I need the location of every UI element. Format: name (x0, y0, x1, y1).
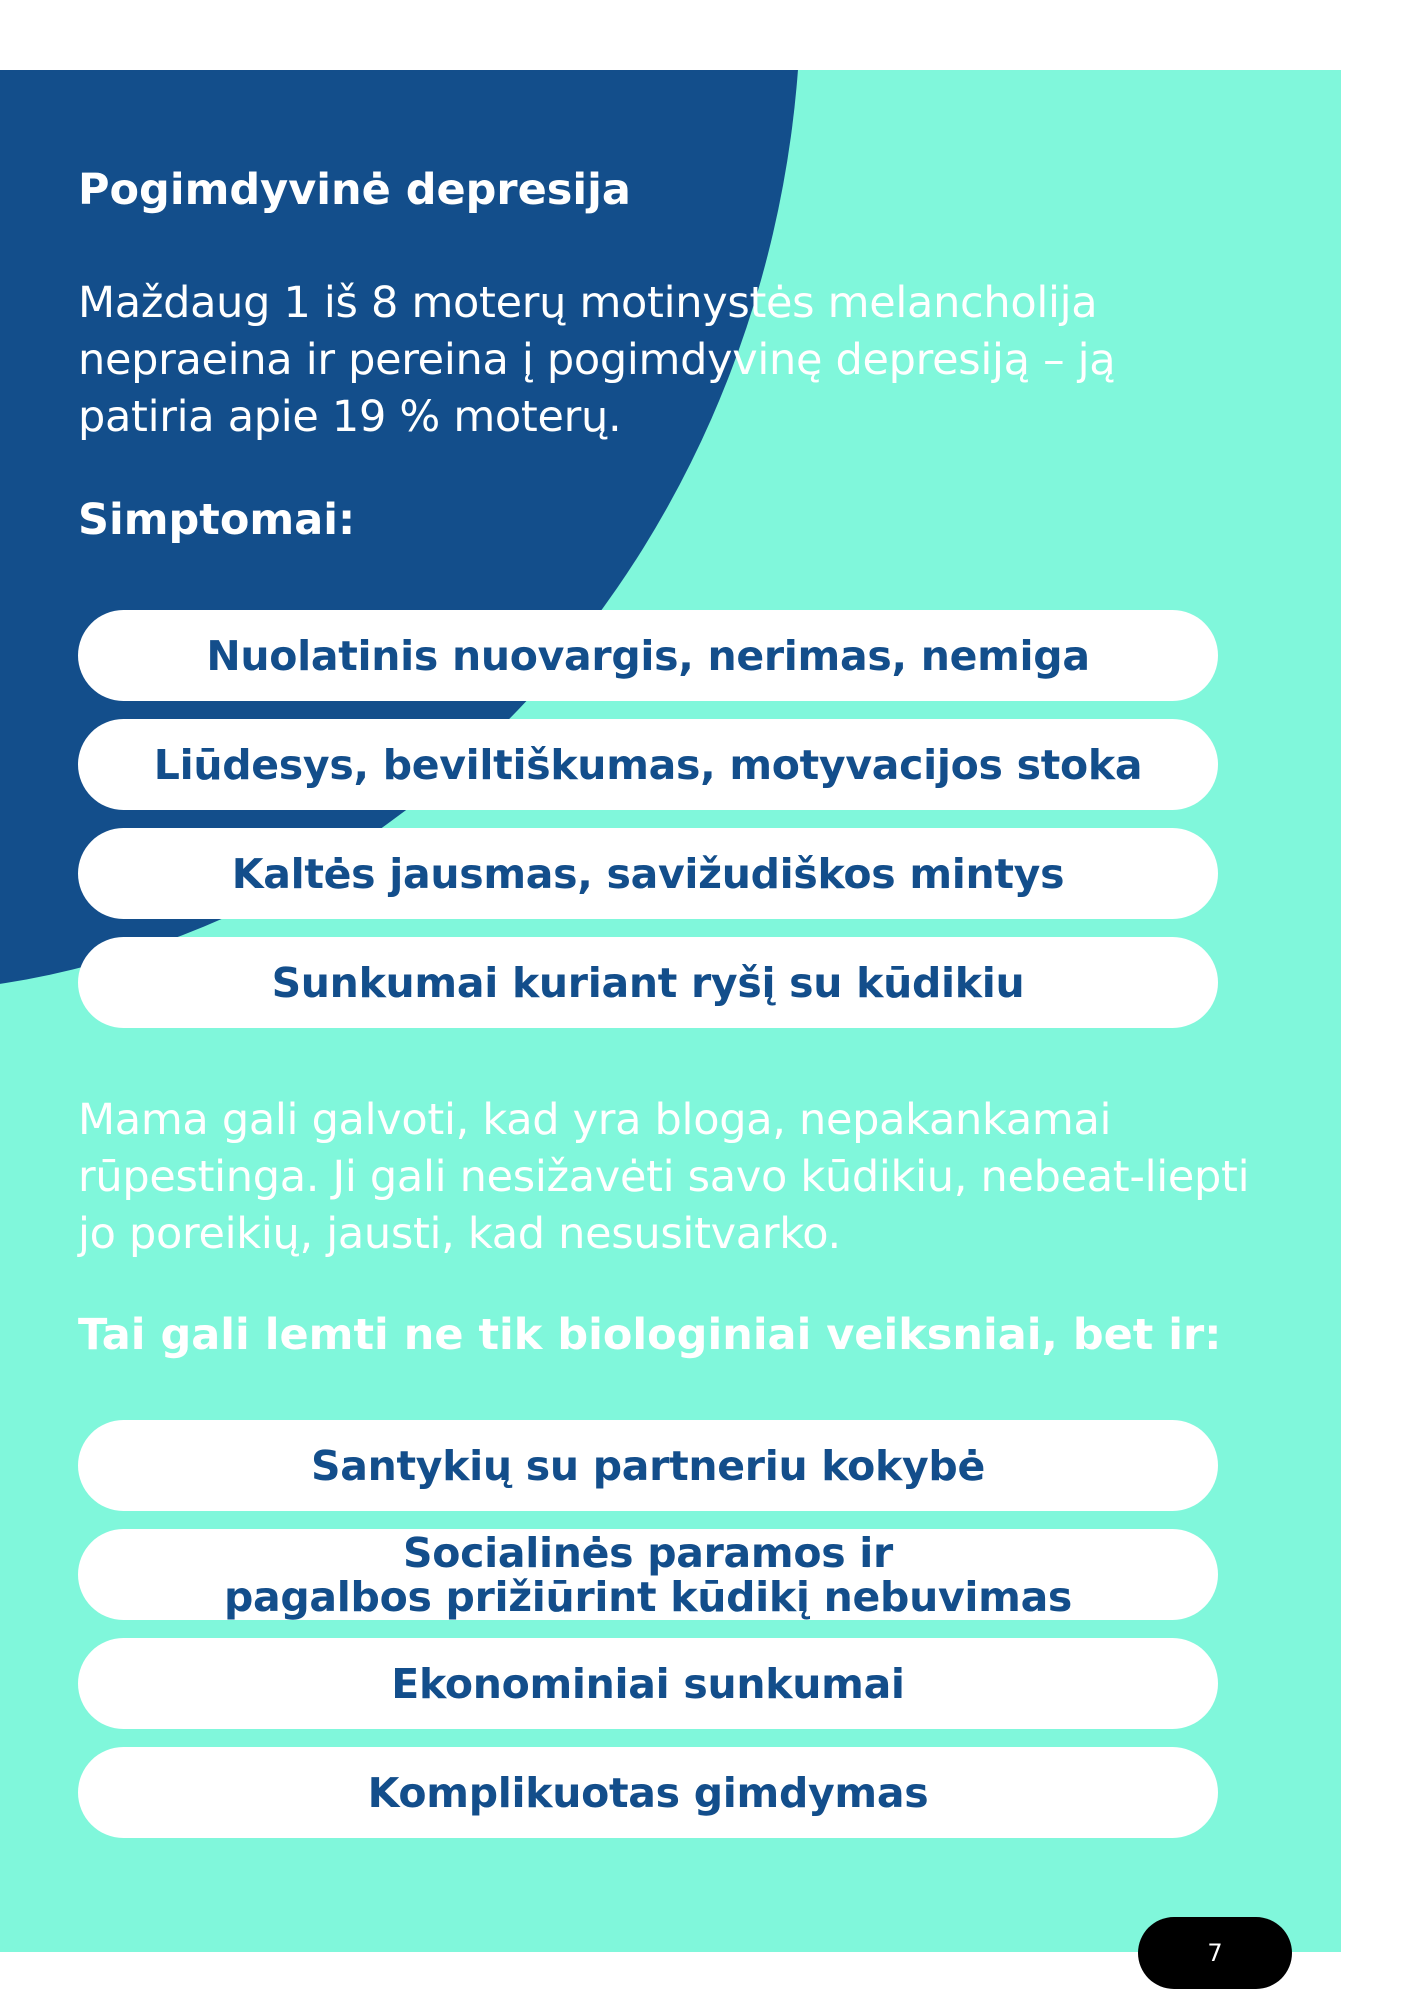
mother-paragraph: Mama gali galvoti, kad yra bloga, nepakankamai rūpestinga. Ji gali nesižavėti savo kūdikiu, nebeat-liepti jo poreikių, jausti, kad nesusitvarko. (78, 1095, 1250, 1259)
factor-pill (78, 1638, 1218, 1729)
factor-label: Socialinės paramos ir pagalbos prižiūrint kūdikį nebuvimas (223, 1528, 1073, 1621)
factor-pill (78, 1420, 1218, 1511)
symptom-pill (78, 937, 1218, 1028)
factors-heading: Tai gali lemti ne tik biologiniai veiksniai, bet ir: (78, 1310, 1222, 1360)
factor-pill (78, 1529, 1218, 1620)
symptom-pill (78, 719, 1218, 810)
factor-pill (78, 1747, 1218, 1838)
symptom-pill (78, 610, 1218, 701)
symptom-label: Kaltės jausmas, savižudiškos mintys (231, 849, 1065, 898)
intro-paragraph: Maždaug 1 iš 8 moterų motinystės melancholija nepraeina ir pereina į pogimdyvinę depresiją – ją patiria apie 19 % moterų. (78, 278, 1116, 442)
content-panel (0, 70, 1341, 1952)
symptoms-list (78, 610, 1218, 1046)
symptom-label: Sunkumai kuriant ryšį su kūdikiu (271, 958, 1025, 1007)
symptom-pill (78, 828, 1218, 919)
page-title: Pogimdyvinė depresija (78, 165, 631, 215)
symptom-label: Nuolatinis nuovargis, nerimas, nemiga (206, 631, 1090, 680)
factor-label: Ekonominiai sunkumai (391, 1659, 905, 1708)
factor-label: Komplikuotas gimdymas (367, 1768, 929, 1817)
page-number: 7 (1207, 1939, 1223, 1967)
factor-label: Santykių su partneriu kokybė (310, 1441, 985, 1490)
page-number-badge (1138, 1917, 1292, 1989)
symptom-label: Liūdesys, beviltiškumas, motyvacijos stoka (153, 740, 1143, 789)
symptoms-heading: Simptomai: (78, 495, 356, 545)
factors-list (78, 1420, 1218, 1856)
